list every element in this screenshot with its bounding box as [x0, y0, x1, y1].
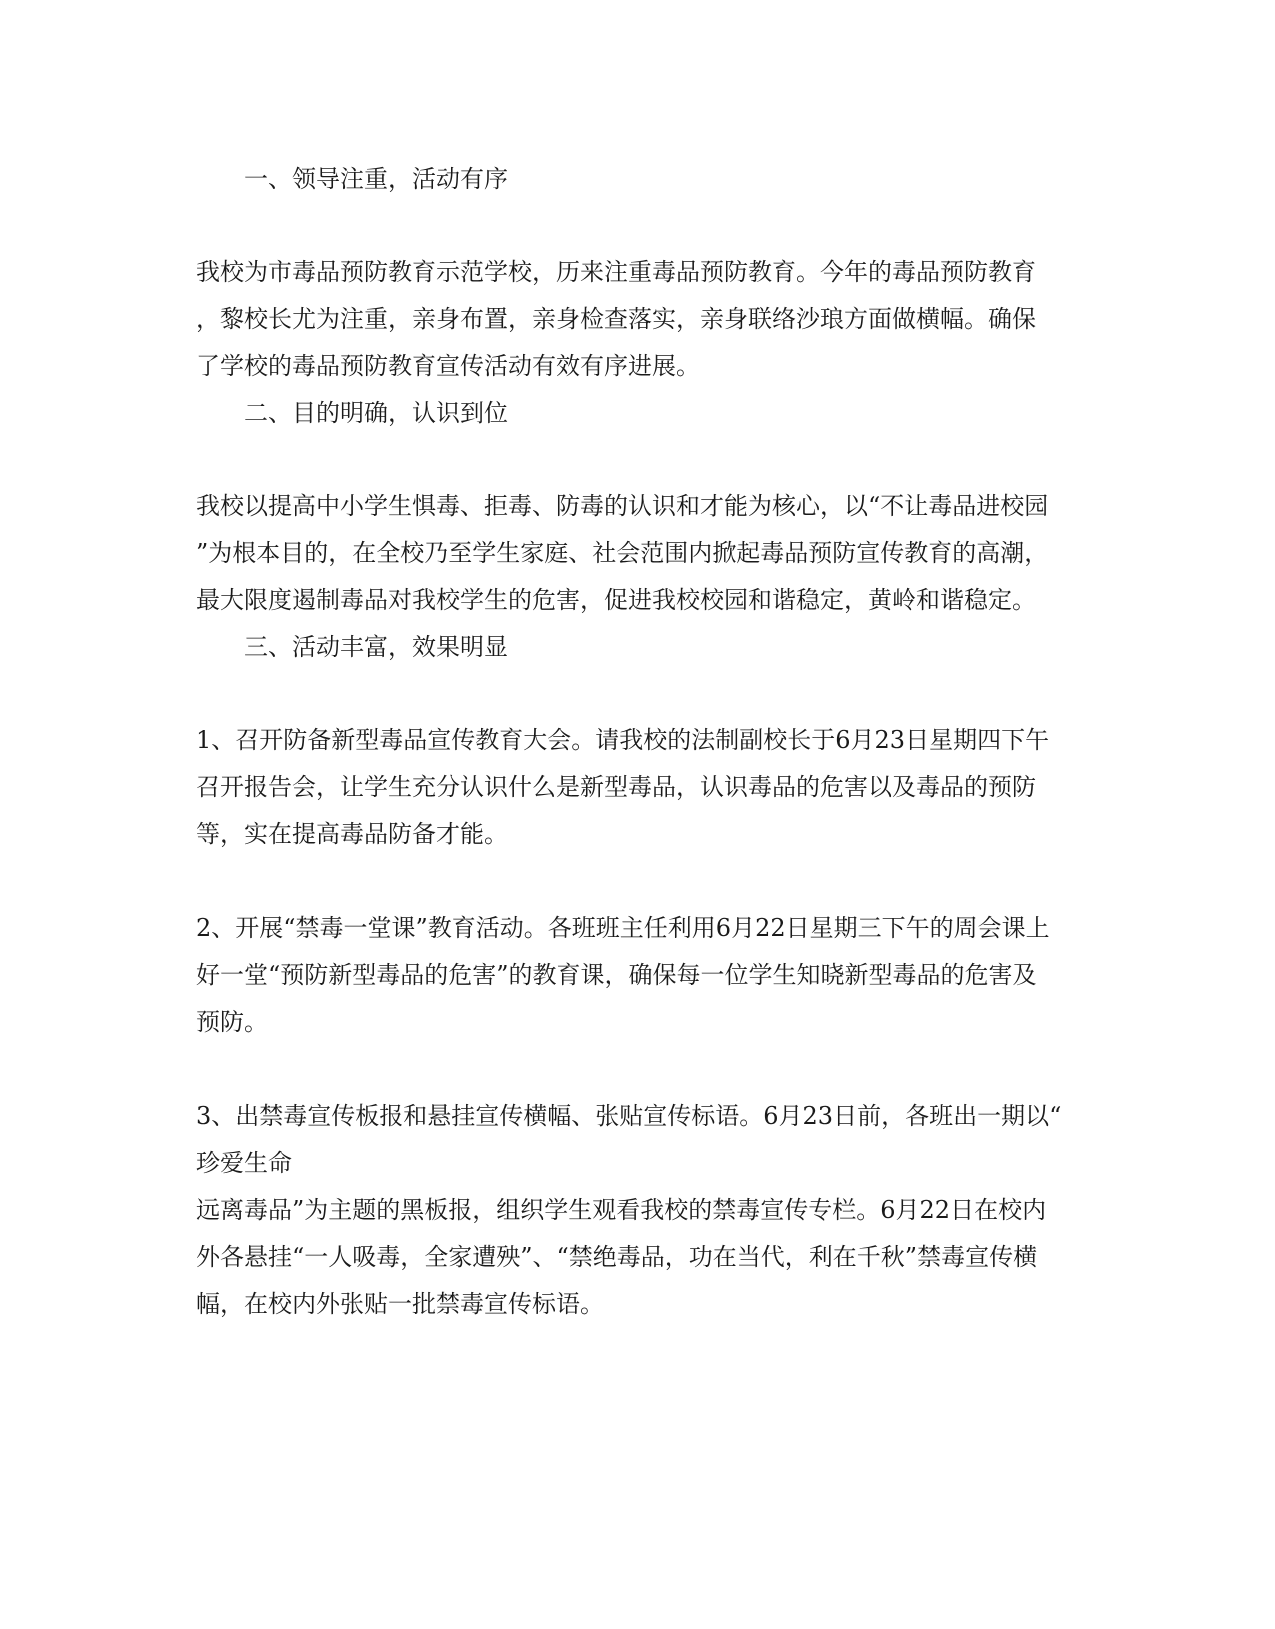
item-1-line-3: 等，实在提高毒品防备才能。	[196, 820, 508, 848]
item-3-line-1: 3、出禁毒宣传板报和悬挂宣传横幅、张贴宣传标语。6月23日前，各班出一期以“	[196, 1102, 1062, 1130]
paragraph-2-line-2: ”为根本目的，在全校乃至学生家庭、社会范围内掀起毒品预防宣传教育的高潮，	[196, 539, 1049, 567]
paragraph-1-line-3: 了学校的毒品预防教育宣传活动有效有序进展。	[196, 352, 700, 380]
item-3-line-4: 外各悬挂“一人吸毒，全家遭殃”、“禁绝毒品，功在当代，利在千秋”禁毒宣传横	[196, 1243, 1038, 1271]
paragraph-2-line-3: 最大限度遏制毒品对我校学生的危害，促进我校校园和谐稳定，黄岭和谐稳定。	[196, 586, 1036, 614]
paragraph-1-line-1: 我校为市毒品预防教育示范学校，历来注重毒品预防教育。今年的毒品预防教育	[196, 258, 1036, 286]
section-heading-2: 二、目的明确，认识到位	[244, 399, 508, 427]
item-2-line-3: 预防。	[196, 1008, 268, 1036]
paragraph-2-line-1: 我校以提高中小学生惧毒、拒毒、防毒的认识和才能为核心，以“不让毒品进校园	[196, 492, 1049, 520]
paragraph-1-line-2: ，黎校长尤为注重，亲身布置，亲身检查落实，亲身联络沙琅方面做横幅。确保	[196, 305, 1036, 333]
item-2-line-1: 2、开展“禁毒一堂课”教育活动。各班班主任利用6月22日星期三下午的周会课上	[196, 914, 1050, 942]
section-heading-3: 三、活动丰富，效果明显	[244, 633, 508, 661]
item-3-line-3: 远离毒品”为主题的黑板报，组织学生观看我校的禁毒宣传专栏。6月22日在校内	[196, 1196, 1047, 1224]
item-3-line-2: 珍爱生命	[196, 1149, 292, 1177]
item-3-line-5: 幅，在校内外张贴一批禁毒宣传标语。	[196, 1290, 604, 1318]
section-heading-1: 一、领导注重，活动有序	[244, 165, 508, 193]
item-1-line-1: 1、召开防备新型毒品宣传教育大会。请我校的法制副校长于6月23日星期四下午	[196, 726, 1050, 754]
item-2-line-2: 好一堂“预防新型毒品的危害”的教育课，确保每一位学生知晓新型毒品的危害及	[196, 961, 1037, 989]
item-1-line-2: 召开报告会，让学生充分认识什么是新型毒品，认识毒品的危害以及毒品的预防	[196, 773, 1036, 801]
